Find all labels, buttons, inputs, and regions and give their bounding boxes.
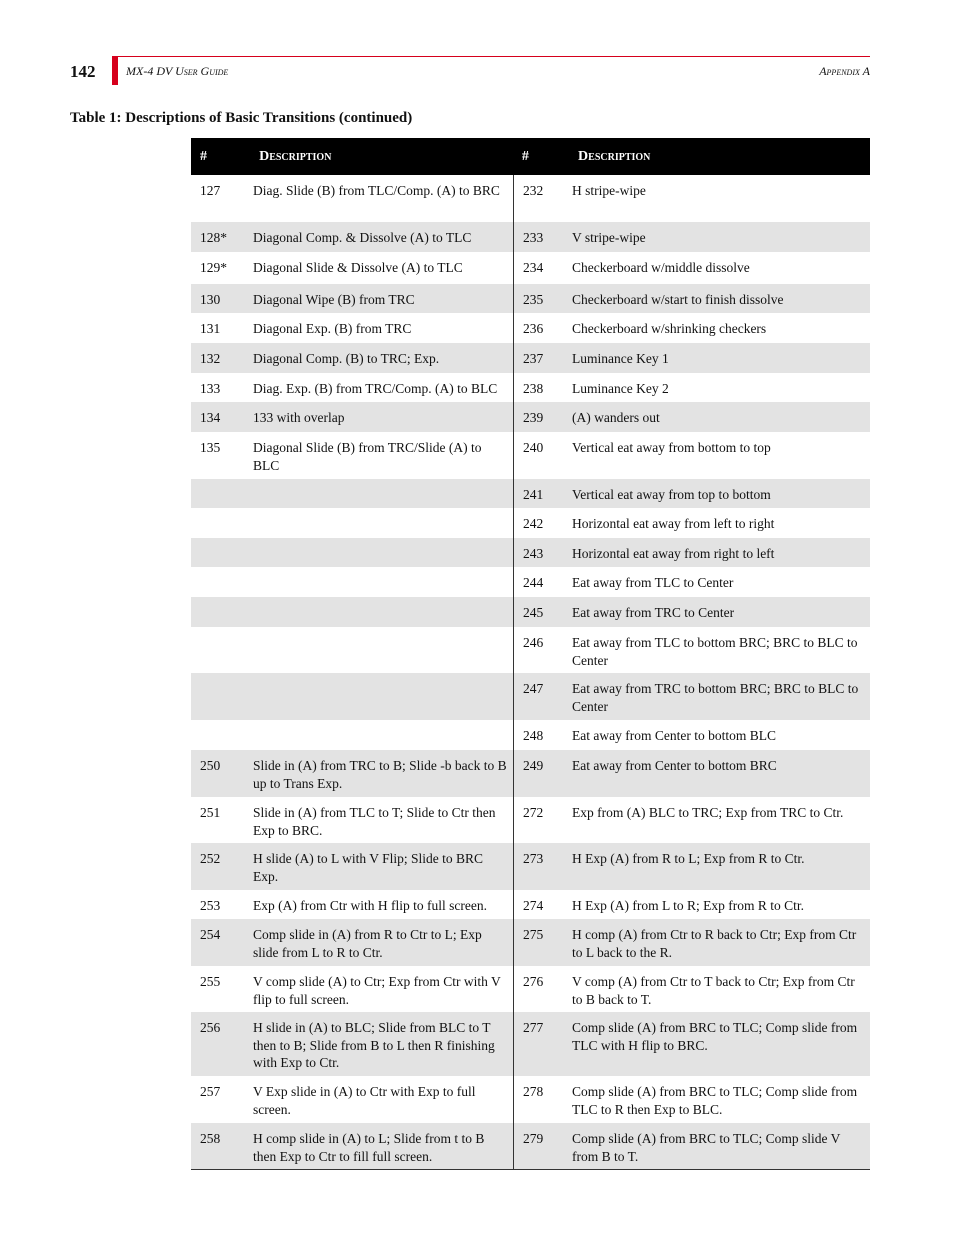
transition-description-right: Eat away from Center to bottom BRC — [572, 758, 777, 773]
header-rule — [118, 56, 870, 57]
transition-number-right: 279 — [513, 1123, 572, 1169]
transition-number-right: 274 — [513, 890, 572, 919]
transition-number-right: 247 — [513, 673, 572, 720]
transition-number-right: 246 — [513, 627, 572, 673]
transition-description-right: Vertical eat away from top to bottom — [572, 487, 771, 502]
transition-number-right: 234 — [513, 252, 572, 284]
transition-number-left: 255 — [200, 974, 221, 989]
transition-number-right: 276 — [513, 966, 572, 1012]
transition-number-left: 251 — [200, 805, 221, 820]
table-body — [191, 175, 870, 1169]
table-row — [191, 597, 870, 627]
transition-number-left: 129* — [200, 260, 227, 275]
table-row — [191, 919, 870, 966]
transition-description-left — [253, 567, 513, 597]
transition-number-right: 238 — [513, 373, 572, 402]
transition-description-left: Diagonal Comp. & Dissolve (A) to TLC — [253, 230, 472, 245]
transition-description-left: H comp slide in (A) to L; Slide from t to B then Exp to Ctr to fill full screen. — [253, 1131, 485, 1164]
transition-number-left: 127 — [200, 183, 221, 198]
table-row — [191, 479, 870, 508]
transition-number-right: 243 — [513, 538, 572, 567]
transition-description-right: Horizontal eat away from right to left — [572, 546, 775, 561]
table-row — [191, 966, 870, 1012]
transition-number-left: 250 — [200, 758, 221, 773]
transition-number-left: 133 — [200, 381, 221, 396]
transition-description-right: V comp (A) from Ctr to T back to Ctr; Exp from Ctr to B back to T. — [572, 974, 855, 1007]
table-row — [191, 432, 870, 479]
transition-description-right: Eat away from TRC to bottom BRC; BRC to BLC to Center — [572, 681, 859, 714]
transition-description-right: Comp slide (A) from BRC to TLC; Comp slide V from B to T. — [572, 1131, 841, 1164]
transition-description-left — [253, 720, 513, 750]
transition-description-left — [253, 538, 513, 567]
transition-number-left: 252 — [200, 851, 221, 866]
table-row — [191, 284, 870, 313]
transition-number-right: 245 — [513, 597, 572, 627]
table-row — [191, 797, 870, 843]
transition-number-left: 257 — [200, 1084, 221, 1099]
header-accent-bar — [112, 56, 118, 85]
header-number-right: # — [521, 148, 529, 164]
transition-description-left: V Exp slide in (A) to Ctr with Exp to full screen. — [253, 1084, 476, 1117]
transition-number-left: 134 — [200, 410, 221, 425]
table-row — [191, 508, 870, 538]
transition-number-left — [191, 567, 253, 597]
table-row — [191, 890, 870, 919]
transition-number-left — [191, 627, 253, 673]
transition-description-right: Luminance Key 2 — [572, 381, 669, 396]
transition-description-right: Checkerboard w/middle dissolve — [572, 260, 750, 275]
transition-number-left — [191, 479, 253, 508]
transition-description-right: Eat away from Center to bottom BLC — [572, 728, 776, 743]
transition-description-right: Checkerboard w/start to finish dissolve — [572, 292, 784, 307]
transition-number-right: 232 — [513, 175, 572, 222]
table-row — [191, 402, 870, 432]
page-number: 142 — [70, 62, 96, 81]
appendix-label: Appendix A — [819, 64, 870, 78]
transition-description-right: Comp slide (A) from BRC to TLC; Comp slide from TLC with H flip to BRC. — [572, 1020, 858, 1053]
transition-number-right: 249 — [513, 750, 572, 797]
transition-description-left: Diagonal Wipe (B) from TRC — [253, 292, 415, 307]
transition-number-right: 236 — [513, 313, 572, 343]
transition-number-right: 240 — [513, 432, 572, 479]
transition-number-left — [191, 508, 253, 538]
transition-description-right: Eat away from TRC to Center — [572, 605, 735, 620]
transition-description-left — [253, 673, 513, 720]
transition-description-left: Diag. Exp. (B) from TRC/Comp. (A) to BLC — [253, 381, 498, 396]
transitions-table — [191, 138, 870, 1170]
transition-description-left: Slide in (A) from TLC to T; Slide to Ctr then Exp to BRC. — [253, 805, 496, 838]
transition-number-right: 235 — [513, 284, 572, 313]
transition-number-right: 275 — [513, 919, 572, 966]
transition-description-left: Exp (A) from Ctr with H flip to full screen. — [253, 898, 487, 913]
transition-number-right: 273 — [513, 843, 572, 890]
transition-number-right: 277 — [513, 1012, 572, 1076]
transition-description-right: (A) wanders out — [572, 410, 660, 425]
transition-description-right: Checkerboard w/shrinking checkers — [572, 321, 767, 336]
transition-description-right: H stripe-wipe — [572, 183, 646, 198]
table-row — [191, 343, 870, 373]
table-caption: Table 1: Descriptions of Basic Transitions (continued) — [70, 110, 413, 126]
transition-number-right: 278 — [513, 1076, 572, 1123]
transition-number-right: 272 — [513, 797, 572, 843]
transition-description-left — [253, 597, 513, 627]
transition-description-left: Diagonal Slide (B) from TRC/Slide (A) to BLC — [253, 440, 482, 473]
transition-description-right: Exp from (A) BLC to TRC; Exp from TRC to Ctr. — [572, 805, 844, 820]
table-row — [191, 720, 870, 750]
transition-description-left — [253, 508, 513, 538]
transition-description-right: Horizontal eat away from left to right — [572, 516, 775, 531]
transition-description-left — [253, 627, 513, 673]
transition-number-left: 131 — [200, 321, 221, 336]
transition-number-right: 233 — [513, 222, 572, 252]
transition-description-left: V comp slide (A) to Ctr; Exp from Ctr with V flip to full screen. — [253, 974, 501, 1007]
transition-description-left: Diagonal Comp. (B) to TRC; Exp. — [253, 351, 440, 366]
table-row — [191, 1012, 870, 1076]
transition-number-right: 239 — [513, 402, 572, 432]
table-row — [191, 567, 870, 597]
transition-description-right: Luminance Key 1 — [572, 351, 669, 366]
transition-number-left — [191, 538, 253, 567]
transition-number-left — [191, 720, 253, 750]
transition-description-left: 133 with overlap — [253, 410, 345, 425]
transition-description-right: Eat away from TLC to Center — [572, 575, 734, 590]
transition-number-left: 135 — [200, 440, 221, 455]
table-row — [191, 750, 870, 797]
transition-number-left: 132 — [200, 351, 221, 366]
transition-description-left: Diagonal Exp. (B) from TRC — [253, 321, 412, 336]
header-description-right: Description — [578, 148, 651, 164]
transition-description-right: H comp (A) from Ctr to R back to Ctr; Exp from Ctr to L back to the R. — [572, 927, 857, 960]
transition-number-left — [191, 597, 253, 627]
table-row — [191, 1076, 870, 1123]
table-row — [191, 673, 870, 720]
transition-description-right: Vertical eat away from bottom to top — [572, 440, 771, 455]
table-row — [191, 627, 870, 673]
transition-number-left: 128* — [200, 230, 227, 245]
transition-number-left: 130 — [200, 292, 221, 307]
table-row — [191, 843, 870, 890]
transition-number-right: 244 — [513, 567, 572, 597]
table-row — [191, 175, 870, 222]
transition-description-right: Eat away from TLC to bottom BRC; BRC to BLC to Center — [572, 635, 858, 668]
transition-description-right: Comp slide (A) from BRC to TLC; Comp slide from TLC to R then Exp to BLC. — [572, 1084, 858, 1117]
transition-number-left: 256 — [200, 1020, 221, 1035]
transition-description-right: H Exp (A) from R to L; Exp from R to Ctr. — [572, 851, 805, 866]
transition-number-right: 248 — [513, 720, 572, 750]
transition-description-right: H Exp (A) from L to R; Exp from R to Ctr. — [572, 898, 804, 913]
transition-description-left: H slide in (A) to BLC; Slide from BLC to T then to B; Slide from B to L then R finishing with Exp to Ctr. — [253, 1020, 495, 1070]
transition-number-left: 253 — [200, 898, 221, 913]
transition-description-left: Slide in (A) from TRC to B; Slide -b back to B up to Trans Exp. — [253, 758, 507, 791]
table-row — [191, 313, 870, 343]
transition-description-left: Diagonal Slide & Dissolve (A) to TLC — [253, 260, 463, 275]
transition-number-left: 254 — [200, 927, 221, 942]
transition-description-left: H slide (A) to L with V Flip; Slide to BRC Exp. — [253, 851, 484, 884]
table-header-row — [191, 138, 870, 175]
transition-description-left: Diag. Slide (B) from TLC/Comp. (A) to BRC — [253, 183, 500, 198]
transition-number-left: 258 — [200, 1131, 221, 1146]
transition-number-right: 237 — [513, 343, 572, 373]
table-row — [191, 1123, 870, 1169]
header-number-left: # — [200, 148, 207, 164]
transition-description-right: V stripe-wipe — [572, 230, 646, 245]
transition-description-left: Comp slide in (A) from R to Ctr to L; Exp slide from L to R to Ctr. — [253, 927, 482, 960]
guide-title: MX-4 DV User Guide — [126, 64, 229, 78]
transition-number-left — [191, 673, 253, 720]
transition-number-right: 242 — [513, 508, 572, 538]
table-row — [191, 538, 870, 567]
table-row — [191, 222, 870, 252]
table-row — [191, 252, 870, 284]
header-description-left: Description — [259, 148, 332, 164]
transition-description-left — [253, 479, 513, 508]
transition-number-right: 241 — [513, 479, 572, 508]
table-row — [191, 373, 870, 402]
